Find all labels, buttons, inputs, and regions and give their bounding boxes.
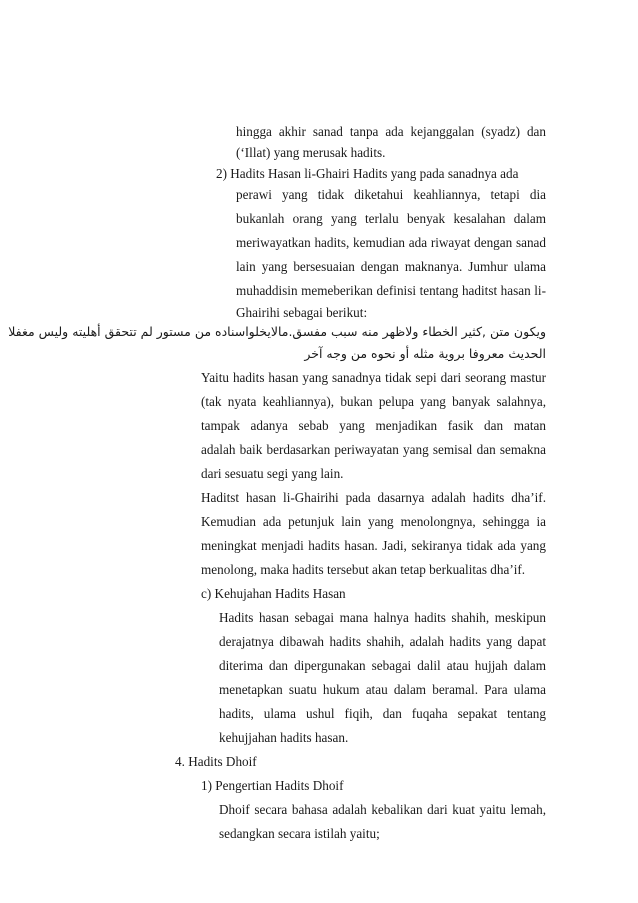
text-line: Hadits hasan sebagai mana halnya hadits shahih, meskipun (219, 610, 546, 625)
text-line: muhaddisin memeberikan definisi tentang haditst hasan li- (236, 283, 546, 298)
text-line: Kemudian ada petunjuk lain yang menolongnya, sehingga ia (201, 514, 546, 529)
text-line: derajatnya dibawah hadits shahih, adalah hadits yang dapat (219, 634, 546, 649)
text-line: 2) Hadits Hasan li-Ghairi Hadits yang pada sanadnya ada (216, 166, 519, 181)
text-line: menetapkan suatu hukum atau dalam beramal. Para ulama (219, 682, 546, 697)
text-line: bukanlah orang yang terlalu benyak kesalahan dalam (236, 211, 546, 226)
text-line: sedangkan secara istilah yaitu; (219, 826, 380, 841)
text-line: adalah baik berdasarkan periwayatan yang semisal dan semakna (201, 442, 546, 457)
text-line: (‘Illat) yang merusak hadits. (236, 145, 386, 160)
text-line: (tak nyata keahliannya), bukan pelupa yang banyak salahnya, (201, 394, 546, 409)
section-heading: c) Kehujahan Hadits Hasan (201, 586, 346, 601)
text-line: dari sesuatu segi yang lain. (201, 466, 344, 481)
text-line: hingga akhir sanad tanpa ada kejanggalan (syadz) dan (236, 124, 546, 139)
text-line: meriwayatkan hadits, kemudian ada riwayat dengan sanad (236, 235, 546, 250)
text-line: hadits, ulama ushul fiqih, dan fuqaha sepakat tentang (219, 706, 546, 721)
text-line: Yaitu hadits hasan yang sanadnya tidak sepi dari seorang mastur (201, 370, 546, 385)
section-heading: 1) Pengertian Hadits Dhoif (201, 778, 344, 793)
text-line: menolong, maka hadits tersebut akan tetap berkualitas dha’if. (201, 562, 526, 577)
arabic-text-line: الحديث معروفا بروية مثله أو نحوه من وجه آخر (304, 346, 546, 361)
text-line: meningkat menjadi hadits hasan. Jadi, sekiranya tidak ada yang (201, 538, 546, 553)
text-line: kehujjahan hadits hasan. (219, 730, 349, 745)
text-line: tampak adanya sebab yang menjadikan fasik dan matan (201, 418, 546, 433)
text-line: Dhoif secara bahasa adalah kebalikan dari kuat yaitu lemah, (219, 802, 546, 817)
text-line: Haditst hasan li-Ghairihi pada dasarnya adalah hadits dha’if. (201, 490, 546, 505)
section-heading: 4. Hadits Dhoif (175, 754, 257, 769)
text-line: Ghairihi sebagai berikut: (236, 305, 368, 320)
text-line: lain yang bersesuaian dengan maknanya. Jumhur ulama (236, 259, 546, 274)
text-line: diterima dan dipergunakan sebagai dalil atau hujjah dalam (219, 658, 546, 673)
arabic-text-line: ويكون متن ,كثير الخطاء ولاظهر منه سبب مفسق.مالايخلواسناده من مستور لم تتحقق أهليته وليس مغفلا (8, 324, 546, 339)
text-line: perawi yang tidak diketahui keahliannya, tetapi dia (236, 187, 546, 202)
